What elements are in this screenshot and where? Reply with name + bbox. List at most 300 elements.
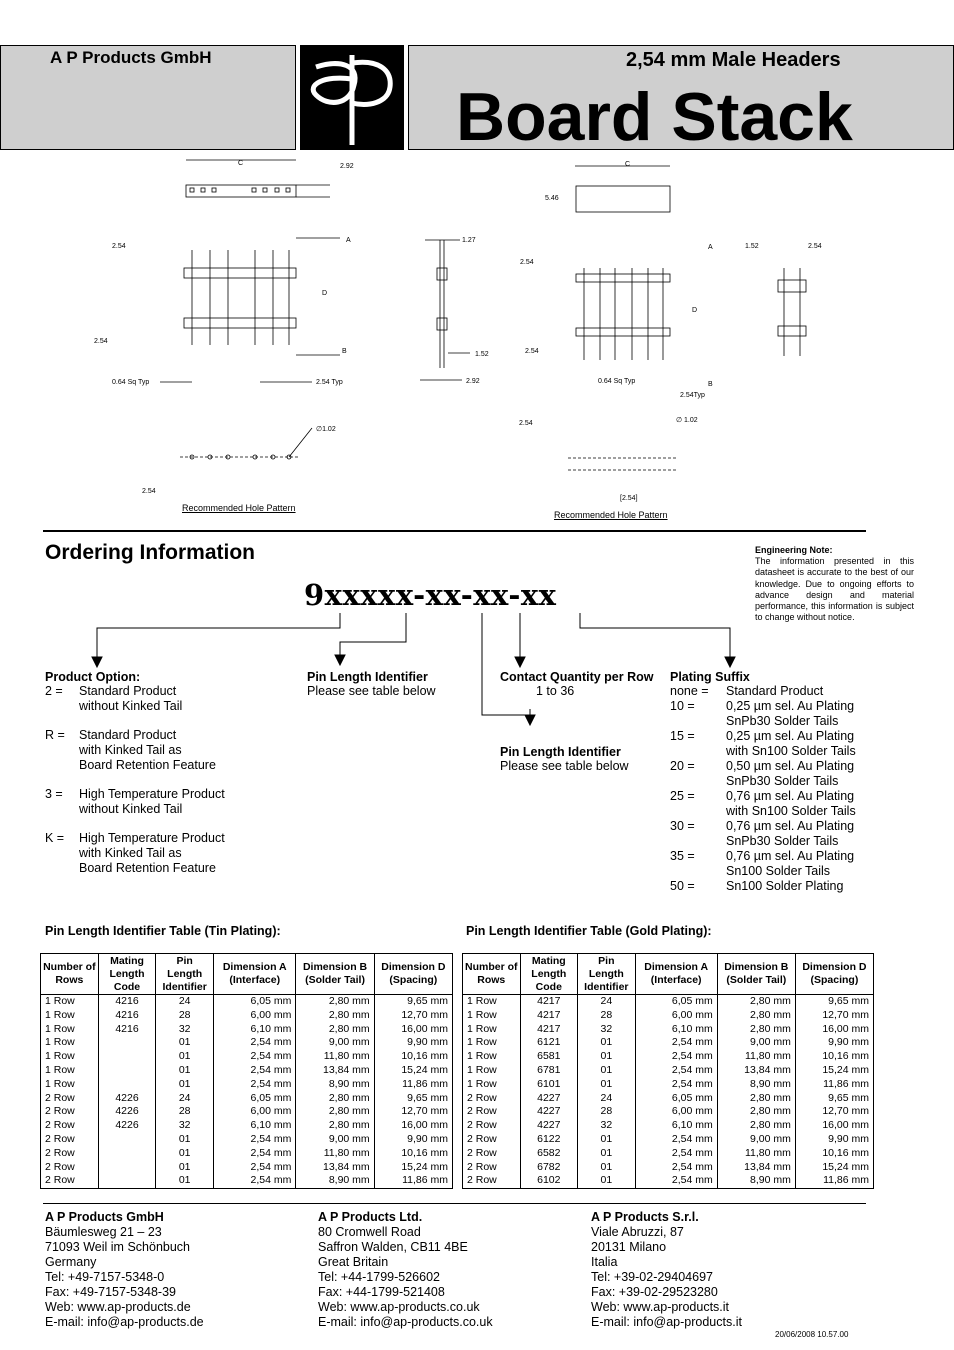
company-logo: [300, 45, 404, 150]
product-option-code: K =: [45, 831, 65, 845]
table-cell: 6,10 mm: [214, 1119, 296, 1133]
table-cell: 2,54 mm: [635, 1036, 717, 1050]
table-row: [463, 1023, 874, 1037]
table-cell: 8,90 mm: [296, 1078, 374, 1092]
gold-plating-table: [462, 953, 874, 1189]
table-cell: 2 Row: [41, 1147, 99, 1161]
table-cell: 6121: [520, 1036, 578, 1050]
table-cell: 2,54 mm: [635, 1078, 717, 1092]
svg-text:[2.54]: [2.54]: [620, 495, 638, 502]
pin-length-text-1: Please see table below: [307, 684, 436, 698]
table-row: [41, 1092, 453, 1106]
table-cell: 8,90 mm: [717, 1078, 795, 1092]
table-cell: 6,00 mm: [635, 1105, 717, 1119]
table-cell: 9,65 mm: [795, 1092, 873, 1106]
table-cell: 9,00 mm: [717, 1133, 795, 1147]
address-block: [591, 1210, 742, 1330]
table-cell: 6581: [520, 1050, 578, 1064]
table-cell: 2,80 mm: [296, 1119, 374, 1133]
table-cell: 2,54 mm: [214, 1036, 296, 1050]
plating-code: 50 =: [670, 879, 695, 893]
table-cell: 2,80 mm: [296, 1023, 374, 1037]
table-cell: 9,00 mm: [717, 1036, 795, 1050]
tin-plating-table: [40, 953, 453, 1189]
table-cell: 6122: [520, 1133, 578, 1147]
pin-length-section-2: [500, 745, 629, 774]
product-title: Board Stack: [456, 79, 853, 155]
svg-text:2.54: 2.54: [525, 348, 539, 355]
table-cell: 1 Row: [41, 995, 99, 1009]
product-option-list: [45, 684, 295, 876]
table-cell: 2,80 mm: [717, 1092, 795, 1106]
plating-desc: [726, 759, 854, 789]
table-header-cell: Number of Rows: [41, 954, 99, 995]
plating-line: with Sn100 Solder Tails: [726, 744, 856, 758]
product-option-desc: [79, 684, 182, 714]
product-option-code: R =: [45, 728, 65, 742]
table-cell: 2 Row: [463, 1119, 521, 1133]
table-cell: 1 Row: [41, 1050, 99, 1064]
plating-code: 35 =: [670, 849, 695, 863]
table-cell: 4226: [98, 1092, 156, 1106]
table-row: [41, 1174, 453, 1188]
table-cell: 16,00 mm: [795, 1023, 873, 1037]
plating-item: [670, 879, 910, 894]
address-line: Web: www.ap-products.it: [591, 1300, 730, 1314]
table-cell: 16,00 mm: [374, 1023, 452, 1037]
table-header-cell: Pin Length Identifier: [156, 954, 214, 995]
svg-text:0.64 Sq Typ: 0.64 Sq Typ: [598, 378, 636, 385]
table-cell: 4227: [520, 1105, 578, 1119]
address-line: E-mail: info@ap-products.co.uk: [318, 1315, 493, 1329]
contact-quantity-section: [500, 670, 653, 699]
part-code: 9xxxxx-xx-xx-xx: [304, 578, 557, 612]
table-row: [41, 1105, 453, 1119]
plating-desc: [726, 729, 856, 759]
table-row: [463, 1036, 874, 1050]
table-cell: 6,05 mm: [635, 995, 717, 1009]
table-cell: 9,90 mm: [795, 1036, 873, 1050]
pin-length-section-1: [307, 670, 436, 699]
table-cell: 6,10 mm: [635, 1023, 717, 1037]
table-cell: 11,80 mm: [296, 1050, 374, 1064]
table-cell: 01: [578, 1050, 636, 1064]
product-option-item: [45, 787, 295, 817]
tin-table-title: Pin Length Identifier Table (Tin Plating):: [45, 924, 281, 938]
table-cell: [98, 1036, 156, 1050]
product-option-line: Standard Product: [79, 728, 177, 742]
product-option-line: Board Retention Feature: [79, 861, 216, 875]
table-cell: 15,24 mm: [795, 1064, 873, 1078]
right-hole-pattern: [519, 417, 698, 502]
svg-text:1.52: 1.52: [475, 351, 489, 358]
table-cell: 2,54 mm: [635, 1050, 717, 1064]
table-row: [463, 995, 874, 1009]
table-cell: 24: [156, 1092, 214, 1106]
product-option-code: 2 =: [45, 684, 63, 698]
table-row: [463, 1092, 874, 1106]
table-cell: 2,54 mm: [214, 1064, 296, 1078]
table-cell: 2,54 mm: [214, 1133, 296, 1147]
table-cell: 1 Row: [463, 1036, 521, 1050]
svg-text:2.54: 2.54: [808, 243, 822, 250]
table-row: [463, 1009, 874, 1023]
svg-text:2.54: 2.54: [520, 259, 534, 266]
left-hole-pattern: [142, 426, 336, 495]
table-row: [41, 1023, 453, 1037]
table-row: [463, 1161, 874, 1175]
plating-desc: [726, 849, 854, 879]
svg-text:∅1.02: ∅1.02: [316, 426, 336, 433]
table-cell: 01: [156, 1161, 214, 1175]
plating-item: [670, 789, 910, 819]
table-cell: 6782: [520, 1161, 578, 1175]
table-cell: 16,00 mm: [795, 1119, 873, 1133]
table-cell: 01: [578, 1147, 636, 1161]
product-option-desc: [79, 831, 225, 876]
table-cell: 2,80 mm: [717, 1105, 795, 1119]
table-cell: 6,05 mm: [214, 1092, 296, 1106]
table-cell: 13,84 mm: [717, 1064, 795, 1078]
table-row: [463, 1147, 874, 1161]
table-cell: 2,80 mm: [717, 995, 795, 1009]
address-block: [318, 1210, 493, 1330]
plating-line: SnPb30 Solder Tails: [726, 774, 839, 788]
table-cell: [98, 1174, 156, 1188]
product-option-line: without Kinked Tail: [79, 802, 183, 816]
table-cell: 6102: [520, 1174, 578, 1188]
table-cell: 1 Row: [463, 1078, 521, 1092]
table-cell: [98, 1147, 156, 1161]
plating-desc: [726, 879, 843, 894]
table-body: [41, 995, 453, 1189]
plating-item: [670, 849, 910, 879]
table-row: [41, 1064, 453, 1078]
table-cell: 4216: [98, 1023, 156, 1037]
table-header-cell: Number of Rows: [463, 954, 521, 995]
table-cell: 6582: [520, 1147, 578, 1161]
table-cell: [98, 1133, 156, 1147]
table-cell: 4226: [98, 1119, 156, 1133]
table-cell: 2 Row: [41, 1161, 99, 1175]
table-cell: 11,80 mm: [717, 1050, 795, 1064]
table-cell: 9,90 mm: [795, 1133, 873, 1147]
table-cell: 1 Row: [463, 1023, 521, 1037]
plating-line: 0,25 µm sel. Au Plating: [726, 729, 855, 743]
table-cell: 6,00 mm: [635, 1009, 717, 1023]
plating-line: 0,50 µm sel. Au Plating: [726, 759, 855, 773]
plating-item: [670, 819, 910, 849]
product-option-item: [45, 831, 295, 876]
svg-text:2.54: 2.54: [142, 488, 156, 495]
table-cell: 24: [578, 995, 636, 1009]
pin-length-title-1: Pin Length Identifier: [307, 670, 428, 684]
table-cell: 10,16 mm: [374, 1050, 452, 1064]
table-cell: 01: [156, 1078, 214, 1092]
table-row: [463, 1105, 874, 1119]
svg-text:1.52: 1.52: [745, 243, 759, 250]
table-row: [41, 1078, 453, 1092]
plating-item: [670, 729, 910, 759]
table-header-cell: Dimension B (Solder Tail): [296, 954, 374, 995]
plating-line: with Sn100 Solder Tails: [726, 804, 856, 818]
plating-line: SnPb30 Solder Tails: [726, 834, 839, 848]
table-cell: [98, 1078, 156, 1092]
table-cell: 11,86 mm: [374, 1174, 452, 1188]
product-option-section: [45, 670, 295, 876]
svg-text:B: B: [708, 381, 713, 388]
address-block: [45, 1210, 204, 1330]
table-row: [463, 1064, 874, 1078]
table-header-cell: Mating Length Code: [98, 954, 156, 995]
plating-item: [670, 684, 910, 699]
address-company: A P Products Ltd.: [318, 1210, 423, 1224]
table-cell: 2,80 mm: [296, 995, 374, 1009]
table-cell: 2,54 mm: [635, 1147, 717, 1161]
table-head: [463, 954, 874, 995]
address-line: Tel: +44-1799-526602: [318, 1270, 440, 1284]
table-cell: 01: [156, 1064, 214, 1078]
address-line: Web: www.ap-products.de: [45, 1300, 191, 1314]
table-cell: 2 Row: [41, 1105, 99, 1119]
plating-item: [670, 699, 910, 729]
pin-length-title-2: Pin Length Identifier: [500, 745, 621, 759]
table-cell: 12,70 mm: [374, 1009, 452, 1023]
table-cell: 13,84 mm: [296, 1161, 374, 1175]
product-option-line: Standard Product: [79, 684, 177, 698]
table-cell: 1 Row: [463, 1064, 521, 1078]
table-cell: 4227: [520, 1119, 578, 1133]
svg-text:A: A: [346, 237, 351, 244]
address-company: A P Products GmbH: [45, 1210, 164, 1224]
engineering-note-text: The information presented in this datasheet is accurate to the best of our knowledge. Due to ongoing efforts to advance design and material performance, this information is subject to change without notice.: [755, 556, 914, 623]
table-cell: 9,00 mm: [296, 1133, 374, 1147]
product-option-line: High Temperature Product: [79, 831, 225, 845]
table-cell: 2 Row: [463, 1147, 521, 1161]
table-cell: 10,16 mm: [795, 1147, 873, 1161]
table-cell: 2,54 mm: [214, 1147, 296, 1161]
divider-top: [43, 530, 866, 532]
svg-text:2.54: 2.54: [94, 338, 108, 345]
product-option-item: [45, 728, 295, 773]
product-subtitle: 2,54 mm Male Headers: [626, 49, 841, 71]
table-cell: 8,90 mm: [296, 1174, 374, 1188]
table-row: [41, 1133, 453, 1147]
svg-text:0.64 Sq Typ: 0.64 Sq Typ: [112, 379, 150, 386]
table-body: [463, 995, 874, 1189]
plating-line: 0,76 µm sel. Au Plating: [726, 849, 855, 863]
address-line: Tel: +39-02-29404697: [591, 1270, 713, 1284]
table-cell: 6,05 mm: [214, 995, 296, 1009]
table-cell: 2,80 mm: [717, 1119, 795, 1133]
table-header-cell: Dimension A (Interface): [635, 954, 717, 995]
table-cell: 2,54 mm: [635, 1064, 717, 1078]
plating-code: 10 =: [670, 699, 695, 713]
table-cell: 4217: [520, 995, 578, 1009]
table-cell: 2,54 mm: [635, 1174, 717, 1188]
table-cell: 28: [578, 1009, 636, 1023]
address-line: Viale Abruzzi, 87: [591, 1225, 684, 1239]
table-cell: 01: [156, 1036, 214, 1050]
table-cell: 12,70 mm: [374, 1105, 452, 1119]
product-option-line: with Kinked Tail as: [79, 846, 182, 860]
plating-desc: [726, 699, 854, 729]
table-cell: 2,54 mm: [214, 1161, 296, 1175]
table-cell: 11,80 mm: [717, 1147, 795, 1161]
table-row: [41, 1036, 453, 1050]
table-cell: 12,70 mm: [795, 1009, 873, 1023]
table-row: [41, 1009, 453, 1023]
product-option-desc: [79, 728, 216, 773]
plating-line: 0,76 µm sel. Au Plating: [726, 819, 855, 833]
table-cell: 32: [156, 1119, 214, 1133]
address-line: E-mail: info@ap-products.de: [45, 1315, 204, 1329]
table-cell: 9,90 mm: [374, 1036, 452, 1050]
address-line: E-mail: info@ap-products.it: [591, 1315, 742, 1329]
address-line: Italia: [591, 1255, 618, 1269]
table-row: [41, 1161, 453, 1175]
table-cell: 01: [578, 1174, 636, 1188]
table-cell: 8,90 mm: [717, 1174, 795, 1188]
contact-quantity-text: 1 to 36: [536, 684, 575, 698]
table-cell: 1 Row: [41, 1064, 99, 1078]
hole-pattern-caption-left: Recommended Hole Pattern: [182, 503, 296, 513]
table-cell: 2,54 mm: [214, 1078, 296, 1092]
table-cell: 6,00 mm: [214, 1105, 296, 1119]
table-cell: 1 Row: [41, 1036, 99, 1050]
print-date: 20/06/2008 10.57.00: [775, 1330, 849, 1339]
table-header-cell: Pin Length Identifier: [578, 954, 636, 995]
table-row: [463, 1174, 874, 1188]
table-cell: 6,10 mm: [214, 1023, 296, 1037]
table-cell: 2,80 mm: [717, 1009, 795, 1023]
table-cell: 2 Row: [41, 1133, 99, 1147]
table-cell: [98, 1161, 156, 1175]
table-cell: 11,86 mm: [374, 1078, 452, 1092]
plating-line: Sn100 Solder Tails: [726, 864, 831, 878]
right-top-view: [545, 161, 670, 212]
table-cell: 11,80 mm: [296, 1147, 374, 1161]
product-option-item: [45, 684, 295, 714]
table-cell: 2 Row: [463, 1174, 521, 1188]
table-row: [463, 1119, 874, 1133]
contact-quantity-title: Contact Quantity per Row: [500, 670, 654, 684]
table-cell: 28: [156, 1009, 214, 1023]
plating-line: Standard Product: [726, 684, 824, 698]
plating-desc: [726, 684, 823, 699]
table-cell: 01: [578, 1078, 636, 1092]
plating-desc: [726, 819, 854, 849]
address-line: Fax: +44-1799-521408: [318, 1285, 445, 1299]
table-head: [41, 954, 453, 995]
plating-title: Plating Suffix: [670, 670, 750, 684]
table-cell: [98, 1064, 156, 1078]
table-cell: 01: [578, 1133, 636, 1147]
table-cell: 9,00 mm: [296, 1036, 374, 1050]
plating-line: 0,76 µm sel. Au Plating: [726, 789, 855, 803]
svg-text:2.54: 2.54: [112, 243, 126, 250]
plating-section: [670, 670, 910, 894]
left-top-view: [186, 160, 354, 197]
address-line: 71093 Weil im Schönbuch: [45, 1240, 190, 1254]
table-cell: 2 Row: [463, 1092, 521, 1106]
table-cell: 1 Row: [463, 995, 521, 1009]
svg-text:D: D: [692, 307, 698, 314]
table-cell: 2,80 mm: [717, 1023, 795, 1037]
table-cell: 01: [156, 1133, 214, 1147]
table-cell: 9,65 mm: [374, 995, 452, 1009]
table-cell: 2,80 mm: [296, 1105, 374, 1119]
table-cell: 2 Row: [463, 1133, 521, 1147]
table-cell: 4216: [98, 995, 156, 1009]
left-side-view: [420, 237, 489, 385]
plating-line: 0,25 µm sel. Au Plating: [726, 699, 855, 713]
table-header-cell: Dimension A (Interface): [214, 954, 296, 995]
company-name: A P Products GmbH: [50, 48, 212, 67]
table-header-cell: Dimension D (Spacing): [795, 954, 873, 995]
address-line: 20131 Milano: [591, 1240, 667, 1254]
table-header-row: [41, 954, 453, 995]
left-front-view: [94, 237, 351, 386]
table-cell: 2,54 mm: [214, 1050, 296, 1064]
svg-text:5.46: 5.46: [545, 195, 559, 202]
table-cell: 01: [578, 1161, 636, 1175]
table-cell: 01: [156, 1050, 214, 1064]
svg-text:2.54 Typ: 2.54 Typ: [316, 379, 343, 386]
table-row: [41, 1147, 453, 1161]
pin-length-text-2: Please see table below: [500, 759, 629, 773]
table-cell: 6781: [520, 1064, 578, 1078]
address-line: Tel: +49-7157-5348-0: [45, 1270, 165, 1284]
plating-code: none =: [670, 684, 709, 698]
table-cell: 28: [578, 1105, 636, 1119]
table-cell: 15,24 mm: [795, 1161, 873, 1175]
table-cell: 2,80 mm: [296, 1092, 374, 1106]
table-cell: 13,84 mm: [717, 1161, 795, 1175]
table-cell: 4217: [520, 1023, 578, 1037]
table-cell: 1 Row: [463, 1009, 521, 1023]
svg-text:C: C: [625, 161, 631, 168]
plating-list: [670, 684, 910, 894]
table-row: [41, 1050, 453, 1064]
table-header-cell: Dimension D (Spacing): [374, 954, 452, 995]
table-cell: 15,24 mm: [374, 1064, 452, 1078]
gold-table-title: Pin Length Identifier Table (Gold Plating):: [466, 924, 712, 938]
address-company: A P Products S.r.l.: [591, 1210, 699, 1224]
table-cell: 2 Row: [463, 1105, 521, 1119]
product-option-desc: [79, 787, 225, 817]
plating-code: 30 =: [670, 819, 695, 833]
product-option-line: without Kinked Tail: [79, 699, 183, 713]
ordering-heading: Ordering Information: [45, 541, 255, 564]
table-cell: 4216: [98, 1009, 156, 1023]
table-cell: 10,16 mm: [795, 1050, 873, 1064]
plating-item: [670, 759, 910, 789]
right-side-view: [745, 243, 822, 356]
table-cell: 16,00 mm: [374, 1119, 452, 1133]
table-cell: 15,24 mm: [374, 1161, 452, 1175]
address-line: Great Britain: [318, 1255, 389, 1269]
table-cell: 6,00 mm: [214, 1009, 296, 1023]
table-cell: 4217: [520, 1009, 578, 1023]
table-cell: 2 Row: [41, 1174, 99, 1188]
plating-line: Sn100 Solder Plating: [726, 879, 844, 893]
table-row: [41, 1119, 453, 1133]
table-cell: 1 Row: [463, 1050, 521, 1064]
table-cell: 24: [156, 995, 214, 1009]
address-line: Germany: [45, 1255, 97, 1269]
product-option-line: Board Retention Feature: [79, 758, 216, 772]
